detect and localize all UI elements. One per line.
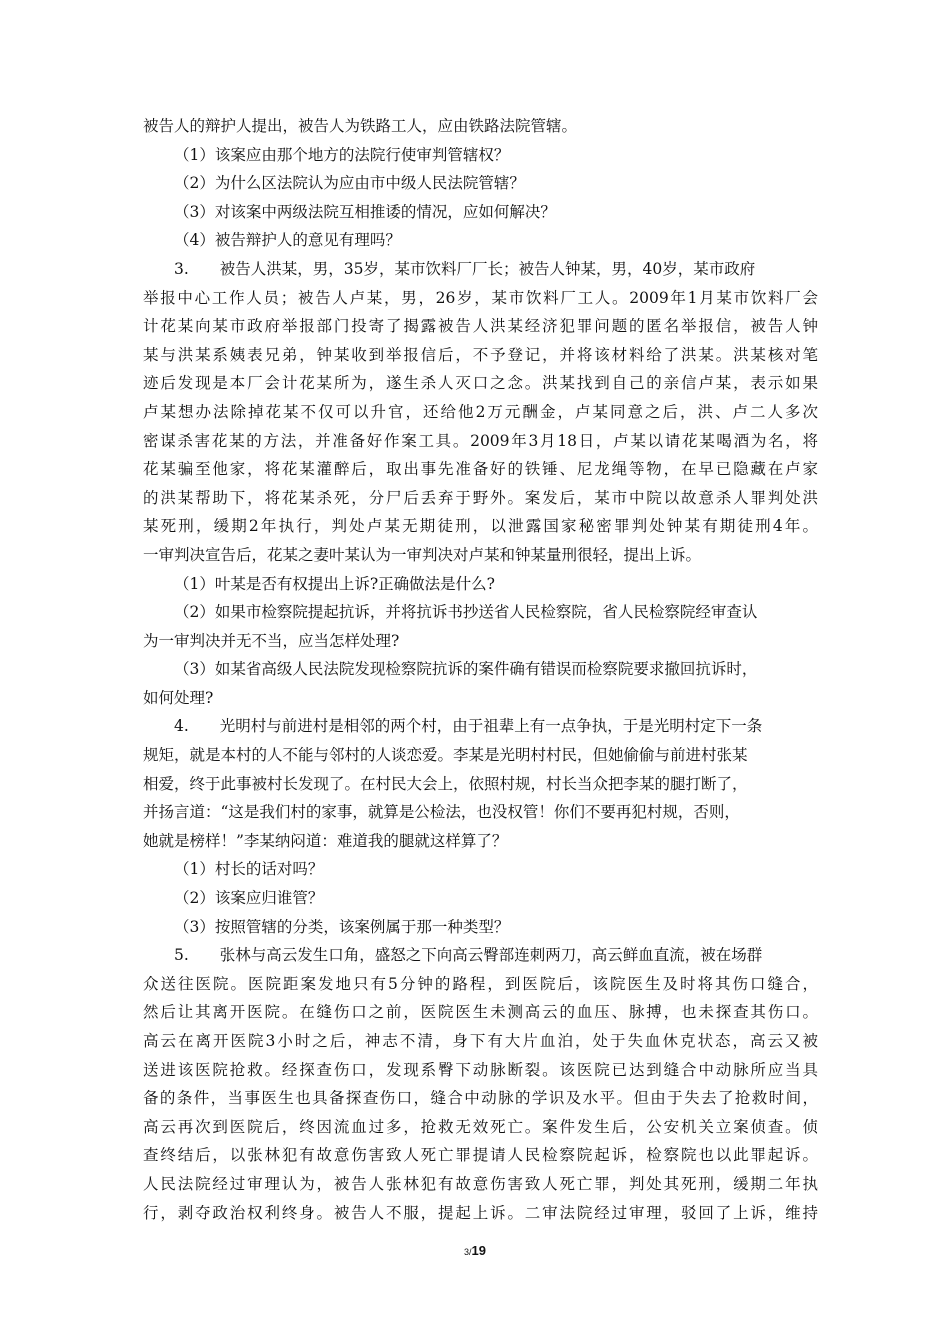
- text-line: 相爱，终于此事被村长发现了。在村民大会上，依照村规，村长当众把李某的腿打断了，: [143, 774, 748, 793]
- text-line: 举报中心工作人员；被告人卢某，男，26岁，某市饮料厂工人。2009年1月某市饮料厂会: [143, 288, 818, 307]
- text-line: 并扬言道：“这是我们村的家事，就算是公检法，也没权管！你们不要再犯村规，否则，: [143, 803, 740, 822]
- text-line: 计花某向某市政府举报部门投寄了揭露被告人洪某经济犯罪问题的匿名举报信，被告人钟: [143, 317, 818, 336]
- text-line: （3）对该案中两级法院互相推诿的情况，应如何解决？: [174, 202, 556, 221]
- text-line: 高云再次到医院后，终因流血过多，抢救无效死亡。案件发生后，公安机关立案侦查。侦: [143, 1117, 818, 1136]
- text-line: 密谋杀害花某的方法，并准备好作案工具。2009年3月18日，卢某以请花某喝酒为名，将: [143, 431, 818, 450]
- text-line: 查终结后，以张林犯有故意伤害致人死亡罪提请人民检察院起诉，检察院也以此罪起诉。: [143, 1146, 818, 1165]
- text-line: 某死刑，缓期2年执行，判处卢某无期徒刑，以泄露国家秘密罪判处钟某有期徒刑4年。: [143, 517, 818, 536]
- text-line: 4. 光明村与前进村是相邻的两个村，由于祖辈上有一点争执，于是光明村定下一条: [174, 717, 763, 736]
- text-line: 备的条件，当事医生也具备探查伤口，缝合中动脉的学识及水平。但由于失去了抢救时间，: [143, 1089, 818, 1108]
- text-line: 规矩，就是本村的人不能与邻村的人谈恋爱。李某是光明村村民，但她偷偷与前进村张某: [143, 746, 748, 765]
- text-line: 卢某想办法除掉花某不仅可以升官，还给他2万元酬金，卢某同意之后，洪、卢二人多次: [143, 402, 818, 421]
- text-line: 花某骗至他家，将花某灌醉后，取出事先准备好的铁锤、尼龙绳等物，在早已隐藏在卢家: [143, 460, 818, 479]
- text-line: 某与洪某系姨表兄弟，钟某收到举报信后，不予登记，并将该材料给了洪某。洪某核对笔: [143, 345, 818, 364]
- text-line: 送进该医院抢救。经探查伤口，发现系臀下动脉断裂。该医院已达到缝合中动脉所应当具: [143, 1060, 818, 1079]
- current-page-number: 3/: [464, 1247, 472, 1257]
- text-line: 行，剥夺政治权利终身。被告人不服，提起上诉。二审法院经过审理，驳回了上诉，维持: [143, 1203, 818, 1222]
- text-line: 被告人的辩护人提出，被告人为铁路工人，应由铁路法院管辖。: [143, 117, 578, 135]
- text-line: （2）该案应归谁管？: [174, 889, 324, 908]
- total-page-count: 19: [471, 1243, 486, 1258]
- text-line: （1）村长的话对吗？: [174, 860, 324, 879]
- text-line: 高云在离开医院3小时之后，神志不清，身下有大片血泊，处于失血休克状态，高云又被: [143, 1032, 818, 1050]
- text-line: 3. 被告人洪某，男，35岁，某市饮料厂厂长；被告人钟某，男，40岁，某市政府: [174, 259, 756, 278]
- text-line: 人民法院经过审理认为，被告人张林犯有故意伤害致人死亡罪，判处其死刑，缓期二年执: [143, 1174, 818, 1193]
- text-line: （4）被告辩护人的意见有理吗？: [174, 231, 401, 250]
- text-line: （2）为什么区法院认为应由市中级人民法院管辖？: [174, 174, 525, 193]
- text-line: 众送往医院。医院距案发地只有5分钟的路程，到医院后，该院医生及时将其伤口缝合，: [143, 974, 818, 993]
- text-line: 为一审判决并无不当，应当怎样处理?: [143, 631, 400, 650]
- text-line: （2）如果市检察院提起抗诉，并将抗诉书抄送省人民检察院，省人民检察院经审查认: [174, 603, 758, 622]
- text-line: （1）叶某是否有权提出上诉?正确做法是什么?: [174, 574, 495, 593]
- text-line: 迹后发现是本厂会计花某所为，遂生杀人灭口之念。洪某找到自己的亲信卢某，表示如果: [143, 374, 818, 393]
- text-line: （3）如某省高级人民法院发现检察院抗诉的案件确有错误而检察院要求撤回抗诉时，: [174, 660, 758, 679]
- text-line: 一审判决宣告后，花某之妻叶某认为一审判决对卢某和钟某量刑很轻，提出上诉。: [143, 545, 702, 564]
- document-body: [143, 112, 818, 1227]
- text-line: 的洪某帮助下，将花某杀死，分尸后丢弃于野外。案发后，某市中院以故意杀人罪判处洪: [143, 488, 818, 507]
- text-line: 她就是榜样！”李某纳闷道：难道我的腿就这样算了？: [143, 831, 508, 850]
- page-number: [0, 1243, 950, 1258]
- text-line: 5. 张林与高云发生口角，盛怒之下向高云臀部连刺两刀，高云鲜血直流，被在场群: [174, 946, 763, 965]
- text-line: 然后让其离开医院。在缝伤口之前，医院医生未测高云的血压、脉搏，也未探查其伤口。: [143, 1003, 818, 1022]
- text-line: 如何处理?: [143, 688, 214, 707]
- text-line: （3）按照管辖的分类，该案例属于那一种类型？: [174, 917, 510, 936]
- text-line: （1）该案应由那个地方的法院行使审判管辖权？: [174, 145, 510, 164]
